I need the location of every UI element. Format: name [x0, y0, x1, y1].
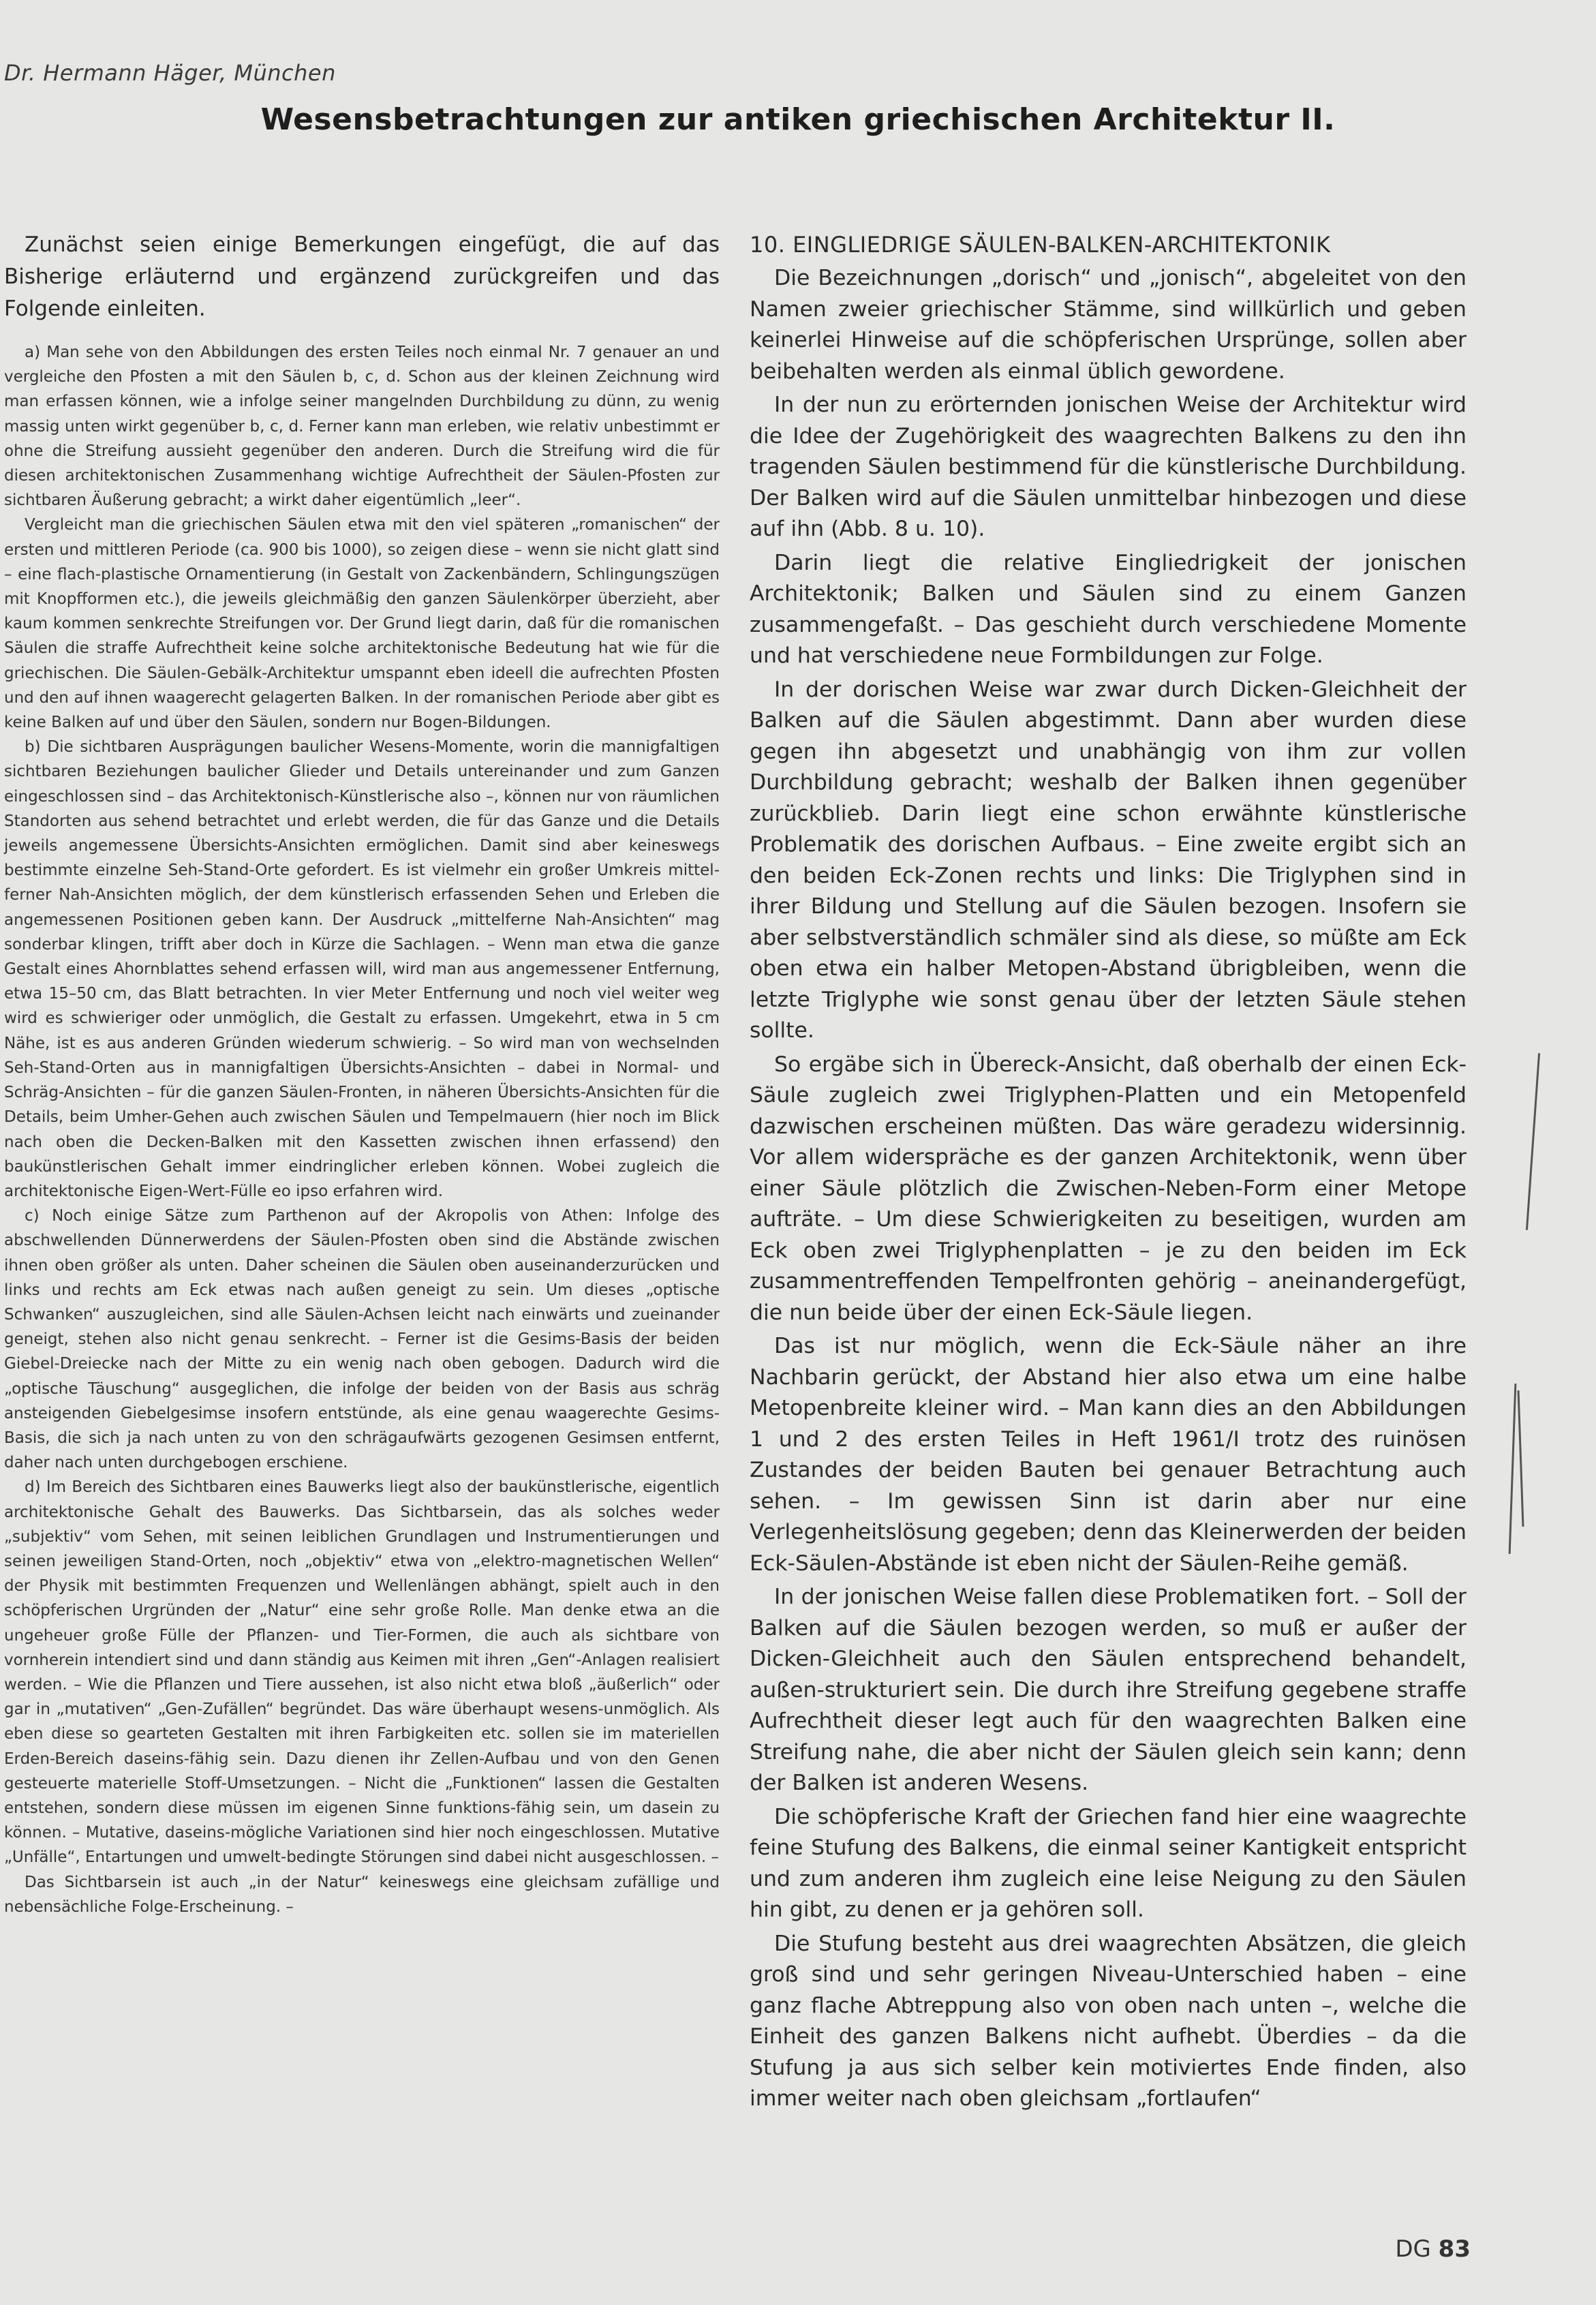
body-paragraph: So ergäbe sich in Übereck-Ansicht, daß oberhalb der einen Eck-Säule zugleich zwei Triglyphen-Platten und ein Metopenfeld dazwischen erscheinen müßten. Das wäre geradezu widersinnig. Vor allem widerspräche es der ganzen Architektonik, wenn über einer Säule plötzlich die Zwischen-Neben-Form einer Metope aufträte. – Um diese Schwierigkeiten zu beseitigen, wurden am Eck oben zwei Triglyphenplatten – je zu den beiden im Eck zusammentreffenden Tempelfronten gehörig – aneinandergefügt, die nun beide über der einen Eck-Säule liegen. — [750, 1052, 1467, 1325]
note-b: b) Die sichtbaren Ausprägungen baulicher Wesens-Momente, worin die mannigfaltigen sichtbaren Beziehungen baulicher Glieder und Details untereinander und zum Ganzen eingeschlossen sind – das Architektonisch-Künstlerische also –, können nur von räumlichen Standorten aus sehend betrachtet und erlebt werden, die für das Ganze und die Details jeweils angemessene Übersichts-Ansichten ermöglichen. Damit sind aber keineswegs bestimmte einzelne Seh-Stand-Orte gefordert. Es ist vielmehr ein großer Umkreis mittel-ferner Nah-Ansichten möglich, der dem künstlerisch erfassenden Sehen und Erleben die angemessenen Positionen geben kann. Der Ausdruck „mittelferne Nah-Ansichten“ mag sonderbar klingen, trifft aber doch in Kürze die Sachlagen. – Wenn man etwa die ganze Gestalt eines Ahornblattes sehend erfassen will, wird man aus angemessener Entfernung, etwa 15–50 cm, das Blatt betrachten. In vier Meter Entfernung und noch viel weiter weg wird es schwieriger oder unmöglich, die Gestalt zu erfassen. Umgekehrt, etwa in 5 cm Nähe, ist es aus anderen Gründen wiederum schwierig. – So wird man von wechselnden Seh-Stand-Orten aus in mannigfaltigen Übersichts-Ansichten – dabei in Normal- und Schräg-Ansichten – für die ganzen Säulen-Fronten, in näheren Übersichts-Ansichten für die Details, beim Umher-Gehen auch zwischen Säulen und Tempelmauern (hier noch im Blick nach oben die Decken-Balken mit den Kassetten zwischen ihnen erfassend) den baukünstlerischen Gehalt immer eindringlicher erleben können. Wobei zugleich die architektonische Eigen-Wert-Fülle eo ipso erfahren wird. — [4, 738, 720, 1200]
body-paragraph: In der nun zu erörternden jonischen Weise der Architektur wird die Idee der Zugehörigkeit des waagrechten Balkens zu den ihn tragenden Säulen bestimmend für die künstlerische Durchbildung. Der Balken wird auf die Säulen unmittelbar hinbezogen und diese auf ihn (Abb. 8 u. 10). — [750, 393, 1467, 541]
folio-prefix: DG — [1395, 2235, 1431, 2263]
note-d-continued: Das Sichtbarsein ist auch „in der Natur“ keineswegs eine gleichsam zufällige und nebensächliche Folge-Erscheinung. – — [4, 1873, 720, 1916]
right-column — [750, 229, 1467, 2118]
margin-pencil-mark — [1518, 1390, 1524, 1527]
left-column — [4, 229, 720, 1919]
body-paragraph: Das ist nur möglich, wenn die Eck-Säule näher an ihre Nachbarin gerückt, der Abstand hier also etwa um eine halbe Metopenbreite kleiner wird. – Man kann dies an den Abbildungen 1 und 2 des ersten Teiles in Heft 1961/I trotz des ruinösen Zustandes der beiden Bauten bei genauer Betrachtung auch sehen. – Im gewissen Sinn ist darin aber nur eine Verlegenheitslösung gegeben; denn das Kleinerwerden der beiden Eck-Säulen-Abstände ist eben nicht der Säulen-Reihe gemäß. — [750, 1334, 1467, 1576]
page-folio — [1395, 2235, 1471, 2263]
body-paragraph: In der jonischen Weise fallen diese Problematiken fort. – Soll der Balken auf die Säulen bezogen werden, so muß er außer der Dicken-Gleichheit auch den Säulen entsprechend behandelt, außen-strukturiert sein. Die durch ihre Streifung gegebene straffe Aufrechtheit dieser legt auch für den waagrechten Balken eine Streifung nahe, die aber nicht der Säulen gleich sein kann; denn der Balken ist anderen Wesens. — [750, 1585, 1467, 1795]
margin-pencil-mark — [1509, 1384, 1517, 1554]
note-a-continued: Vergleicht man die griechischen Säulen etwa mit den viel späteren „romanischen“ der ersten und mittleren Periode (ca. 900 bis 1000), so zeigen diese – wenn sie nicht glatt sind – eine flach-plastische Ornamentierung (in Gestalt von Zackenbändern, Schlingungszügen mit Knopfformen etc.), die jeweils gleichmäßig den ganzen Säulenkörper überzieht, aber kaum kommen senkrechte Streifungen vor. Der Grund liegt darin, daß für die romanischen Säulen die straffe Aufrechtheit keine solche architektonische Bedeutung hat wie für die griechischen. Die Säulen-Gebälk-Architektur umspannt eben ideell die aufrechten Pfosten und den auf ihnen waagerecht gelagerten Balken. In der romanischen Periode aber gibt es keine Balken auf und über den Säulen, sondern nur Bogen-Bildungen. — [4, 516, 720, 732]
note-d: d) Im Bereich des Sichtbaren eines Bauwerks liegt also der baukünstlerische, eigentlich architektonische Gehalt des Bauwerks. Das Sichtbarsein, das als solches weder „subjektiv“ vom Sehen, mit seinen leiblichen Grundlagen und Instrumentierungen und seinen jeweiligen Stand-Orten, noch „objektiv“ etwa von „elektro-magnetischen Wellen“ der Physik mit bestimmten Frequenzen und Wellenlängen abhängt, spielt auch in den schöpferischen Urgründen der „Natur“ eine sehr große Rolle. Man denke etwa an die ungeheuer große Fülle der Pflanzen- und Tier-Formen, die auch als sichtbare von vornherein intendiert sind und dann ständig aus Keimen mit ihren „Gen“-Anlagen realisiert werden. – Wie die Pflanzen und Tiere aussehen, ist also nicht etwa bloß „äußerlich“ oder gar in „mutativen“ „Gen-Zufällen“ begründet. Das wäre überhaupt wesens-unmöglich. Als eben diese so gearteten Gestalten mit ihren Farbigkeiten etc. sollen sie im materiellen Erden-Bereich daseins-fähig sein. Dazu dienen ihr Zellen-Aufbau und von den Genen gesteuerte materielle Stoff-Umsetzungen. – Nicht die „Funktionen“ lassen die Gestalten entstehen, sondern diese müssen im eigenen Sinne funktions-fähig sein, um dasein zu können. – Mutative, daseins-mögliche Variationen sind hier noch eingeschlossen. Mutative „Unfälle“, Entartungen und umwelt-bedingte Störungen sind dabei nicht ausgeschlossen. – — [4, 1478, 720, 1867]
body-paragraph: In der dorischen Weise war zwar durch Dicken-Gleichheit der Balken auf die Säulen abgestimmt. Dann aber wurden diese gegen ihn abgesetzt und unabhängig von ihm zur vollen Durchbildung gebracht; weshalb der Balken ihnen gegenüber zurückblieb. Darin liegt eine schon erwähnte künstlerische Problematik des dorischen Aufbaus. – Eine zweite ergibt sich an den beiden Eck-Zonen rechts und links: Die Triglyphen sind in ihrer Bildung und Stellung auf die Säulen bezogen. Insofern sie aber selbstverständlich schmäler sind als diese, so müßte am Eck oben etwa ein halber Metopen-Abstand übrigbleiben, wenn die letzte Triglyphe wie sonst genau über der letzten Säule stehen sollte. — [750, 677, 1467, 1043]
note-c: c) Noch einige Sätze zum Parthenon auf der Akropolis von Athen: Infolge des abschwellenden Dünnerwerdens der Säulen-Pfosten oben sind die Abstände zwischen ihnen oben größer als unten. Daher scheinen die Säulen oben auseinanderzurücken und links und rechts am Eck etwas nach außen geneigt zu sein. Um dieses „optische Schwanken“ auszugleichen, sind alle Säulen-Achsen leicht nach einwärts und zueinander geneigt, stehen also nicht genau senkrecht. – Ferner ist die Gesims-Basis der beiden Giebel-Dreiecke nach der Mitte zu ein wenig nach oben gebogen. Dadurch wird die „optische Täuschung“ ausgeglichen, die infolge der beiden von der Basis aus schräg ansteigenden Giebelgesimse insofern entstünde, als eine genau waagerechte Gesims-Basis, die sich ja nach unten zu von den schrägaufwärts gezogenen Gesimsen entfernt, daher nach unten durchgebogen erschiene. — [4, 1207, 720, 1472]
section-heading: 10. EINGLIEDRIGE SÄULEN-BALKEN-ARCHITEKTONIK — [750, 232, 1331, 258]
intro-paragraph: Zunächst seien einige Bemerkungen eingefügt, die auf das Bisherige erläuternd und ergänzend zurückgreifen und das Folgende einleiten. — [4, 232, 720, 321]
margin-pencil-mark — [1526, 1053, 1540, 1230]
body-paragraph: Darin liegt die relative Eingliedrigkeit der jonischen Architektonik; Balken und Säulen sind zu einem Ganzen zusammengefaßt. – Das geschieht durch verschiedene Momente und hat verschiedene neue Formbildungen zur Folge. — [750, 550, 1467, 668]
page-number: 83 — [1438, 2235, 1471, 2263]
body-paragraph: Die Stufung besteht aus drei waagrechten Absätzen, die gleich groß sind und sehr geringen Niveau-Unterschied haben – eine ganz flache Abtreppung also von oben nach unten –, welche die Einheit des ganzen Balkens nicht aufhebt. Überdies – da die Stufung ja aus sich selber kein motiviertes Ende finden, also immer weiter nach oben gleichsam „fortlaufen“ — [750, 1931, 1467, 2111]
body-paragraph: Die Bezeichnungen „dorisch“ und „jonisch“, abgeleitet von den Namen zweier griechischer Stämme, sind willkürlich und geben keinerlei Hinweise auf die schöpferischen Ursprünge, sollen aber beibehalten werden als einmal üblich gewordene. — [750, 266, 1467, 384]
article-title: Wesensbetrachtungen zur antiken griechischen Architektur II. — [260, 102, 1336, 137]
body-paragraph: Die schöpferische Kraft der Griechen fand hier eine waagrechte feine Stufung des Balkens, die einmal seiner Kantigkeit entspricht und zum anderen ihm zugleich eine leise Neigung zu den Säulen hin gibt, zu denen er ja gehören soll. — [750, 1804, 1467, 1922]
author-line: Dr. Hermann Häger, München — [4, 60, 336, 86]
note-a: a) Man sehe von den Abbildungen des ersten Teiles noch einmal Nr. 7 genauer an und vergleiche den Pfosten a mit den Säulen b, c, d. Schon aus der kleinen Zeichnung wird man erfassen können, wie a infolge seiner mangelnden Durchbildung zu dünn, zu wenig massig unten wirkt gegenüber b, c, d. Ferner kann man erleben, wie relativ unbestimmt er ohne die Streifung aussieht gegenüber den anderen. Durch die Streifung wird die für diesen architektonischen Zusammenhang wichtige Aufrechtheit der Säulen-Pfosten zur sichtbaren Äußerung gebracht; a wirkt daher eigentümlich „leer“. — [4, 344, 720, 510]
